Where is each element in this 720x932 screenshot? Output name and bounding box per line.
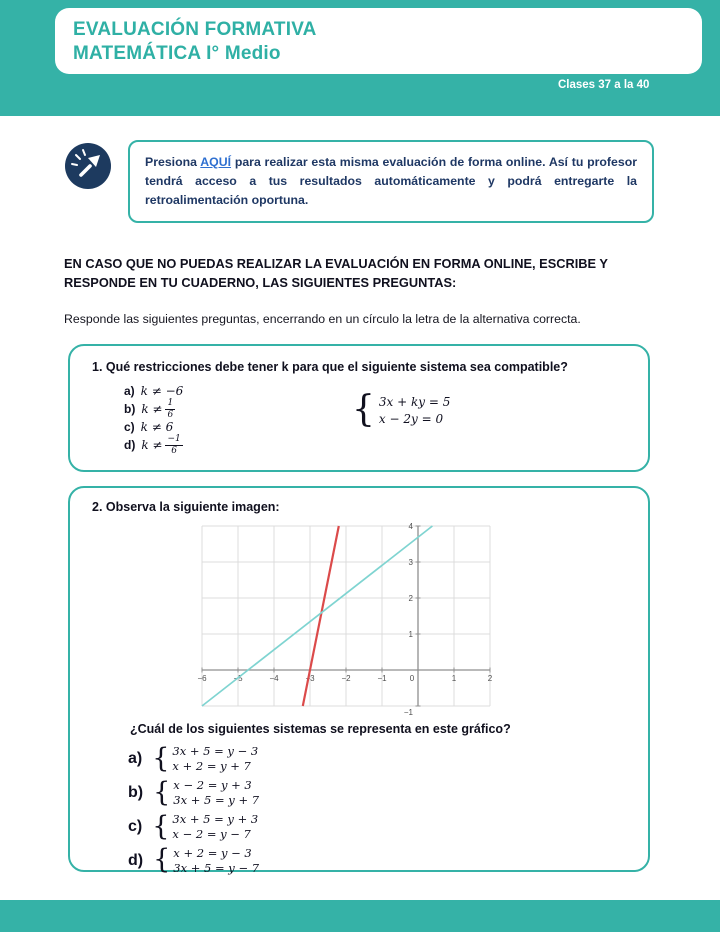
online-callout (128, 140, 654, 223)
page-title-line1: EVALUACIÓN FORMATIVA (73, 19, 317, 40)
system-equations (172, 744, 258, 774)
system-brace: { (153, 844, 171, 876)
system-brace: { (153, 776, 171, 808)
classes-label: Clases 37 a la 40 (558, 79, 650, 91)
online-evaluation-link[interactable]: AQUÍ (200, 155, 232, 169)
svg-text:−4: −4 (269, 674, 279, 683)
option-label: b) (124, 402, 136, 416)
fraction-denominator: 6 (167, 409, 174, 420)
question-2-option-c (128, 812, 630, 842)
option-label: a) (124, 384, 135, 398)
option-label: c) (124, 420, 135, 434)
question-2-option-d (128, 846, 630, 876)
option-label: d) (128, 851, 144, 869)
system-equation-1: x + 2 = y − 3 (173, 845, 252, 860)
option-label: a) (128, 749, 143, 767)
svg-text:4: 4 (408, 522, 413, 531)
option-label: b) (128, 783, 144, 801)
system-equations (172, 812, 258, 842)
system-equation-2: 3x + 5 = y − 7 (173, 860, 260, 875)
svg-text:−2: −2 (341, 674, 351, 683)
question-2-options (128, 744, 630, 876)
question-2-option-b (128, 778, 630, 808)
option-label: d) (124, 438, 136, 452)
fraction-denominator: 6 (171, 445, 177, 456)
svg-text:0: 0 (409, 674, 415, 683)
question-2-title: 2. Observa la siguiente imagen: (92, 500, 280, 514)
callout-text (145, 153, 637, 210)
system-equation-2: x + 2 = y + 7 (172, 758, 251, 773)
svg-text:2: 2 (487, 674, 493, 683)
system-brace: { (152, 810, 170, 842)
question-1-option-d (124, 433, 630, 456)
question-1-box (68, 344, 650, 472)
offline-instructions-heading: EN CASO QUE NO PUEDAS REALIZAR LA EVALUACIÓN EN FORMA ONLINE, ESCRIBE Y RESPONDE EN TU CUADERNO, LAS SIGUIENTES PREGUNTAS: (64, 256, 608, 290)
fraction-numerator: −1 (167, 433, 181, 444)
fraction (165, 435, 182, 456)
system-brace: { (152, 742, 170, 774)
option-text: k ≠ (141, 438, 163, 452)
click-icon (64, 142, 112, 190)
answer-instructions-text: Responde las siguientes preguntas, encerrando en un círculo la letra de la alternativa correcta. (64, 312, 581, 326)
system-equation-2: 3x + 5 = y + 7 (173, 792, 260, 807)
svg-text:−6: −6 (197, 674, 207, 683)
question-1-system (352, 389, 451, 430)
system-equation-1: x − 2 = y + 3 (173, 777, 252, 792)
option-text: k ≠ 6 (140, 420, 174, 434)
svg-text:1: 1 (451, 674, 457, 683)
question-1-title: 1. Qué restricciones debe tener k para que el siguiente sistema sea compatible? (92, 360, 568, 374)
system-equation-1: 3x + 5 = y − 3 (172, 744, 259, 758)
header-card (55, 8, 702, 74)
svg-text:2: 2 (408, 594, 413, 603)
page-title-line2: MATEMÁTICA I° Medio (73, 42, 281, 64)
svg-text:−3: −3 (305, 674, 315, 683)
click-icon-svg (64, 142, 112, 190)
callout-text-after: para realizar esta misma evaluación de forma online. Así tu profesor tendrá acceso a tus resultados automáticamente y podrá entregarte la retroalimentación oportuna. (145, 155, 638, 208)
fraction-numerator: 1 (167, 397, 174, 408)
system-equations (173, 846, 259, 876)
system-equations (379, 395, 450, 426)
question-2-option-a (128, 744, 630, 774)
system-equation-1: 3x + ky = 5 (378, 394, 451, 409)
svg-text:−1: −1 (403, 708, 413, 717)
svg-text:−5: −5 (233, 674, 243, 683)
question-2-box (68, 486, 650, 876)
option-text: k ≠ −6 (140, 384, 184, 398)
header-band (0, 0, 720, 116)
system-equations (173, 778, 259, 808)
system-equation-1: 3x + 5 = y + 3 (172, 811, 259, 826)
fraction (165, 399, 175, 420)
system-equation-2: x − 2 = y − 7 (172, 826, 251, 841)
svg-text:−1: −1 (377, 674, 387, 683)
system-brace: { (352, 389, 375, 430)
graph-svg (194, 518, 498, 718)
system-equation-2: x − 2y = 0 (378, 411, 444, 426)
callout-text-before: Presiona (145, 155, 197, 169)
option-label: c) (128, 817, 143, 835)
svg-text:1: 1 (408, 630, 413, 639)
question-2-subtitle: ¿Cuál de los siguientes sistemas se representa en este gráfico? (130, 722, 511, 736)
svg-text:3: 3 (408, 558, 413, 567)
option-text: k ≠ (141, 402, 163, 416)
footer-band (0, 900, 720, 932)
